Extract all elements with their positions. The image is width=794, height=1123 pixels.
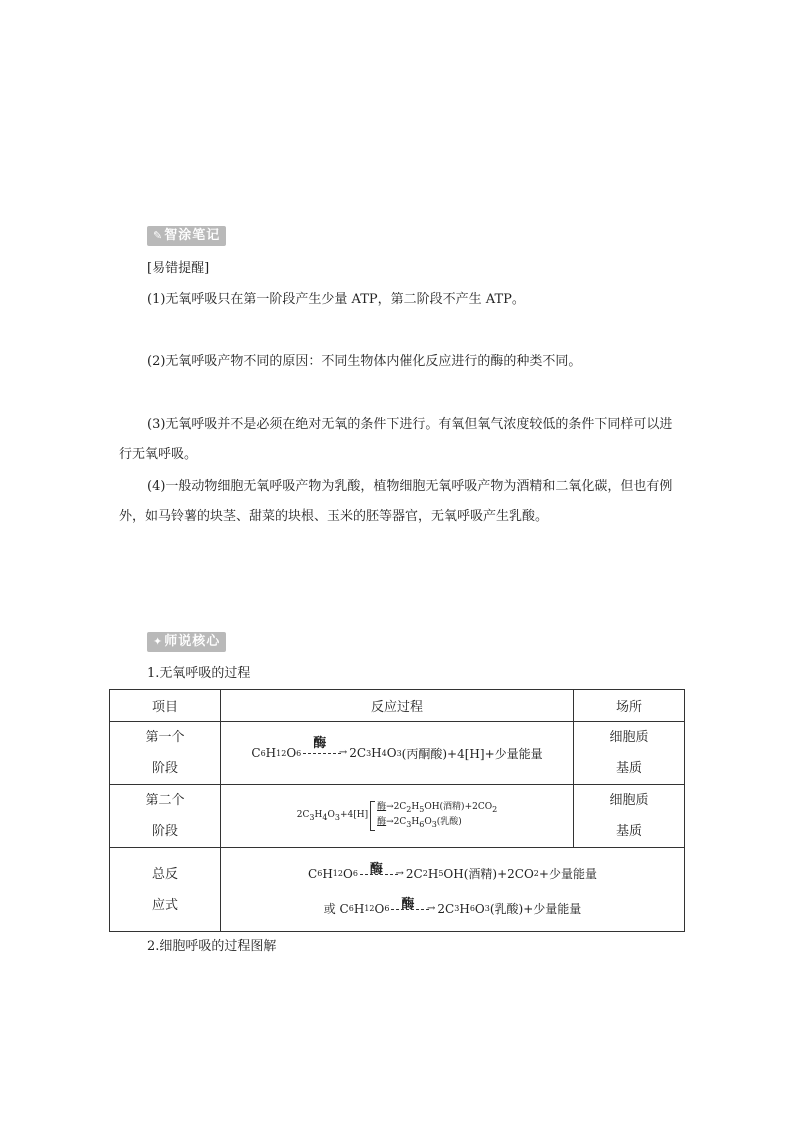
table-row — [110, 848, 685, 932]
table-row — [110, 785, 685, 848]
tip-4: (4)一般动物细胞无氧呼吸产物为乳酸，植物细胞无氧呼吸产物为酒精和二氧化碳，但也有例外，如马铃薯的块茎、甜菜的块根、玉米的胚等器官，无氧呼吸产生乳酸。 — [119, 479, 673, 524]
notes-header-badge — [147, 226, 226, 246]
notes-header-text: 智涂笔记 — [164, 228, 221, 243]
tip-title: [易错提醒] — [147, 261, 210, 276]
row1-process — [221, 722, 574, 785]
row2-process — [221, 785, 574, 848]
stage1-equation: C 6 H 12 O 6 酶 → 2C 3 H 4 O 3 (丙酮酸) +4[H]+少量能量 — [251, 736, 543, 761]
row3-process — [221, 848, 685, 932]
section1-title: 1.无氧呼吸的过程 — [147, 666, 251, 681]
table-header-row — [110, 690, 685, 722]
tip-1: (1)无氧呼吸只在第一阶段产生少量 ATP，第二阶段不产生 ATP。 — [147, 292, 525, 307]
table-row — [110, 722, 685, 785]
enzyme-arrow: 酶 → — [303, 746, 347, 760]
header-process: 反应过程 — [221, 690, 574, 722]
row3-item: 总反 应式 — [110, 848, 221, 932]
pencil-icon: ✎ — [153, 229, 164, 242]
header-place: 场所 — [574, 690, 685, 722]
header-item: 项目 — [110, 690, 221, 722]
core-header-badge — [147, 632, 226, 652]
branch-bracket — [370, 801, 375, 831]
section2-title: 2.细胞呼吸的过程图解 — [147, 939, 277, 954]
stage2-equation: $2C_3H_4O_3+4[H]$ 酶$\to 2C_2H_5OH$(酒精)$+2CO_2$ 酶$\to 2C_3H_6O_3$(乳酸) — [297, 801, 497, 831]
row1-item: 第一个 阶段 — [110, 722, 221, 785]
total-equation-1: C 6 H 12 O 6 酶 → 2C 2 H 5 OH (酒精)+2CO 2 +少量能量 — [308, 861, 597, 881]
row2-place: 细胞质 基质 — [574, 785, 685, 848]
total-equation-2: 或 C 6 H 12 O 6 酶 → 2C 3 H 6 O 3 (乳酸)+少量能量 — [323, 896, 582, 916]
teacher-icon: ✦ — [153, 635, 164, 648]
row2-item: 第二个 阶段 — [110, 785, 221, 848]
row1-place: 细胞质 基质 — [574, 722, 685, 785]
anaerobic-table — [109, 689, 685, 932]
core-header-text: 师说核心 — [164, 634, 221, 649]
tip-2: (2)无氧呼吸产物不同的原因：不同生物体内催化反应进行的酶的种类不同。 — [147, 354, 582, 369]
tip-3: (3)无氧呼吸并不是必须在绝对无氧的条件下进行。有氧但氧气浓度较低的条件下同样可以进行无氧呼吸。 — [119, 417, 673, 462]
